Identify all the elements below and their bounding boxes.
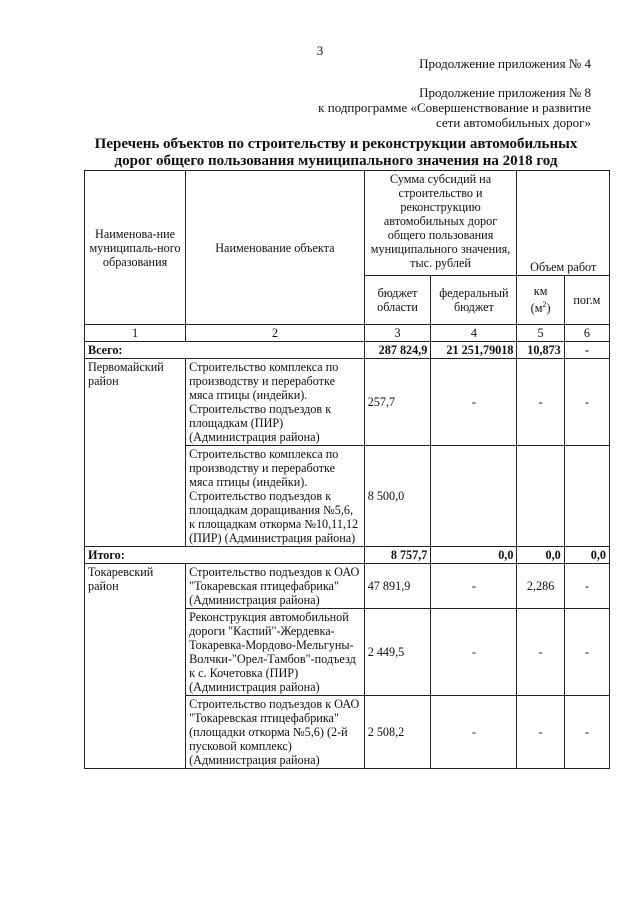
subtotal-regional: 8 757,7 bbox=[364, 547, 431, 564]
continuation-line-1: Продолжение приложения № 8 bbox=[419, 85, 591, 100]
column-number-6: 6 bbox=[564, 325, 609, 342]
subtotal-federal: 0,0 bbox=[431, 547, 517, 564]
federal-value bbox=[431, 446, 517, 547]
subtotal-label: Итого: bbox=[85, 547, 365, 564]
column-number-5: 5 bbox=[517, 325, 564, 342]
federal-value: - bbox=[431, 359, 517, 446]
document-title bbox=[70, 136, 602, 170]
header-municipality: Наименова-ние муниципаль-ного образования bbox=[85, 171, 186, 325]
subtotal-row bbox=[85, 547, 610, 564]
km-value: 2,286 bbox=[517, 564, 564, 609]
continuation-appendix-8 bbox=[318, 85, 591, 130]
header-km-paren-close: ) bbox=[546, 301, 551, 316]
km-value: - bbox=[517, 359, 564, 446]
object-name: Реконструкция автомобильной дороги "Каспий"-Жердевка-Токаревка-Мордово-Мельгуны-Волчки-"Орел-Тамбов"-подъезд к с. Кочетовка (ПИР) (Администрация района) bbox=[186, 609, 365, 696]
table-row bbox=[85, 564, 610, 609]
header-volume: Объем работ bbox=[517, 171, 610, 276]
object-name: Строительство комплекса по производству и переработке мяса птицы (индейки). Строительство подъездов к площадкам доращивания №5,6, к площадкам откорма №10,11,12 (ПИР) (Администрация района) bbox=[186, 446, 365, 547]
column-number-4: 4 bbox=[431, 325, 517, 342]
continuation-line-3: сети автомобильных дорог» bbox=[435, 115, 591, 130]
total-federal: 21 251,79018 bbox=[431, 342, 517, 359]
total-row bbox=[85, 342, 610, 359]
header-km bbox=[517, 276, 564, 325]
m-value: - bbox=[564, 696, 609, 769]
header-km-label: км bbox=[533, 284, 548, 299]
header-regional-budget: бюджет области bbox=[364, 276, 431, 325]
continuation-line-2: к подпрограмме «Совершенствование и развитие bbox=[318, 100, 591, 115]
m-value: - bbox=[564, 359, 609, 446]
header-linear-m: пог.м bbox=[564, 276, 609, 325]
continuation-appendix-4: Продолжение приложения № 4 bbox=[419, 56, 591, 71]
table-row bbox=[85, 359, 610, 446]
header-object: Наименование объекта bbox=[186, 171, 365, 325]
m-value: - bbox=[564, 609, 609, 696]
total-km: 10,873 bbox=[517, 342, 564, 359]
object-name: Строительство комплекса по производству и переработке мяса птицы (индейки). Строительство подъездов к площадкам (ПИР) (Администрация района) bbox=[186, 359, 365, 446]
m-value: - bbox=[564, 564, 609, 609]
subtotal-km: 0,0 bbox=[517, 547, 564, 564]
km-value: - bbox=[517, 609, 564, 696]
header-km-sup: 2 bbox=[542, 300, 547, 310]
federal-value: - bbox=[431, 609, 517, 696]
objects-table bbox=[84, 170, 610, 769]
regional-value: 8 500,0 bbox=[364, 446, 431, 547]
header-km-paren-open: (м bbox=[530, 301, 543, 316]
header-federal-budget: федеральный бюджет bbox=[431, 276, 517, 325]
federal-value: - bbox=[431, 564, 517, 609]
column-number-row bbox=[85, 325, 610, 342]
column-number-3: 3 bbox=[364, 325, 431, 342]
km-value: - bbox=[517, 696, 564, 769]
federal-value: - bbox=[431, 696, 517, 769]
total-regional: 287 824,9 bbox=[364, 342, 431, 359]
column-number-1: 1 bbox=[85, 325, 186, 342]
km-value bbox=[517, 446, 564, 547]
m-value bbox=[564, 446, 609, 547]
municipality-pervomaysky: Первомайский район bbox=[85, 359, 186, 547]
regional-value: 257,7 bbox=[364, 359, 431, 446]
total-m: - bbox=[564, 342, 609, 359]
title-line-1: Перечень объектов по строительству и реконструкции автомобильных bbox=[94, 136, 578, 152]
regional-value: 2 449,5 bbox=[364, 609, 431, 696]
total-label: Всего: bbox=[85, 342, 365, 359]
object-name: Строительство подъездов к ОАО "Токаревская птицефабрика" (Администрация района) bbox=[186, 564, 365, 609]
municipality-tokarevsky: Токаревский район bbox=[85, 564, 186, 769]
title-line-2: дорог общего пользования муниципального значения на 2018 год bbox=[114, 153, 558, 169]
column-number-2: 2 bbox=[186, 325, 365, 342]
object-name: Строительство подъездов к ОАО "Токаревская птицефабрика" (площадки откорма №5,6) (2-й пусковой комплекс) (Администрация района) bbox=[186, 696, 365, 769]
regional-value: 2 508,2 bbox=[364, 696, 431, 769]
subtotal-m: 0,0 bbox=[564, 547, 609, 564]
regional-value: 47 891,9 bbox=[364, 564, 431, 609]
page-number: 3 bbox=[316, 43, 324, 58]
header-row bbox=[85, 171, 610, 276]
header-subsidy: Сумма субсидий на строительство и реконструкцию автомобильных дорог общего пользования муниципального значения, тыс. рублей bbox=[364, 171, 517, 276]
